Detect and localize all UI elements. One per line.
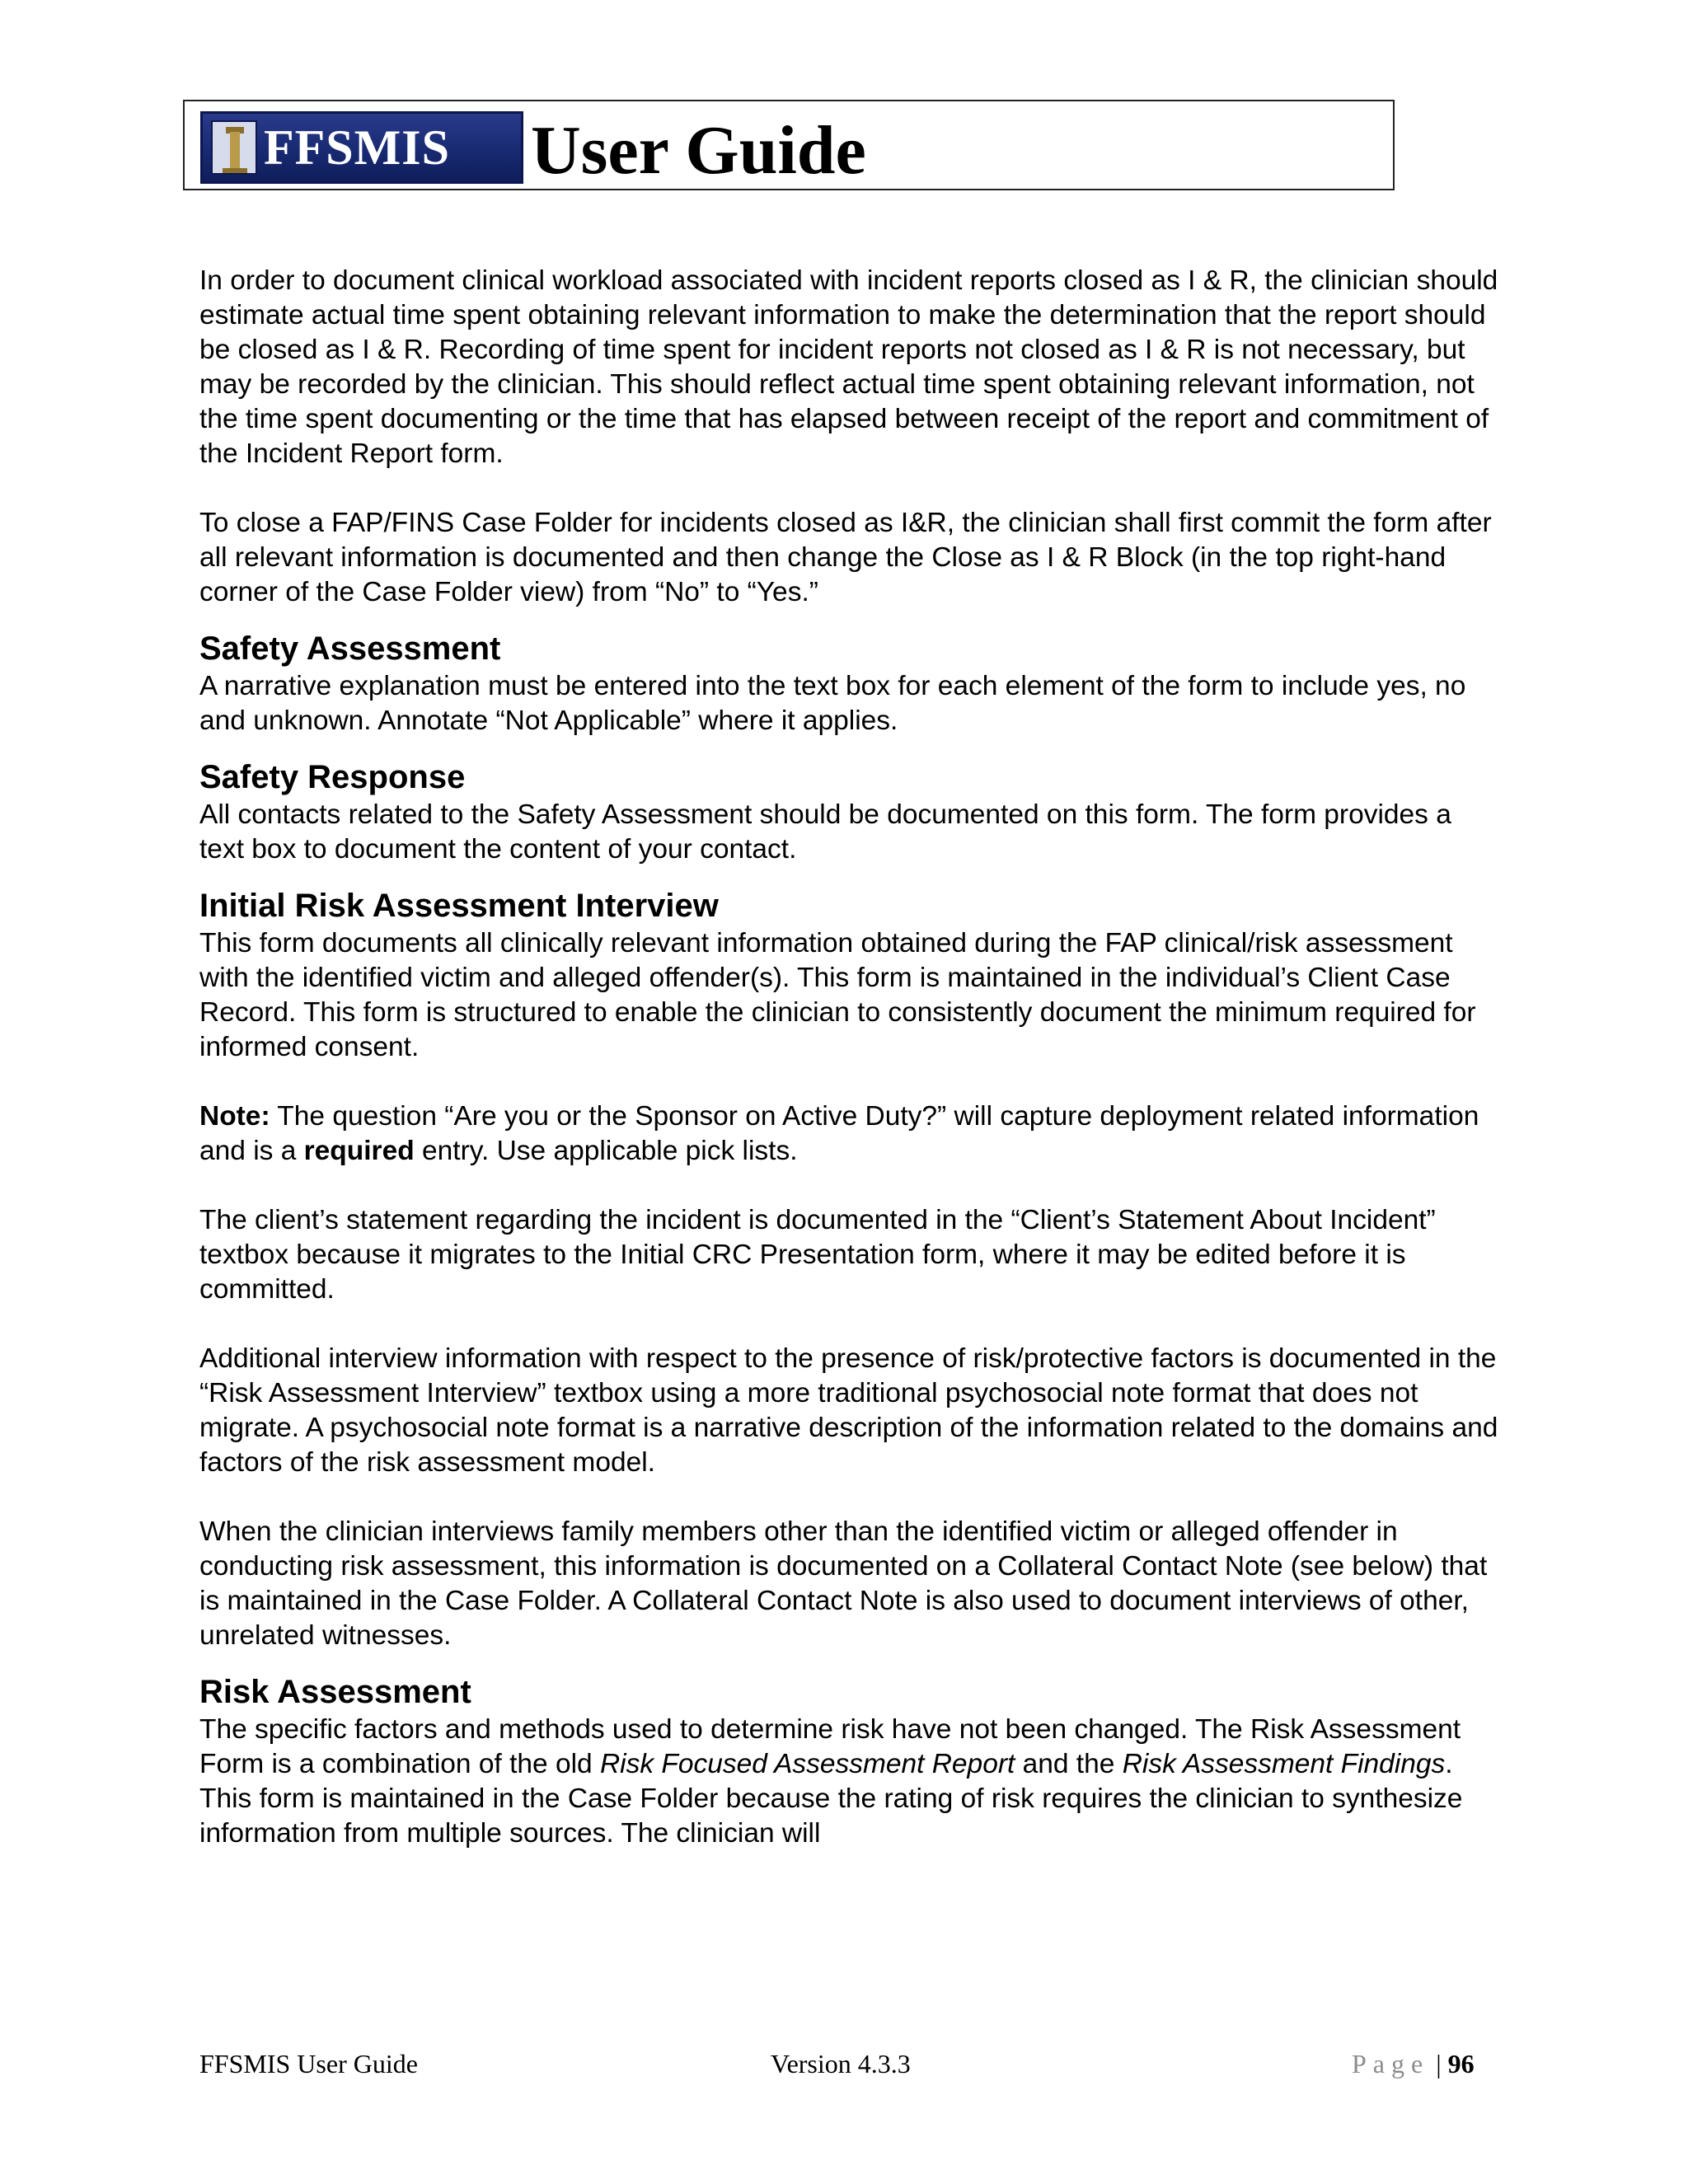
paragraph-close-case-folder: To close a FAP/FINS Case Folder for incidents closed as I&R, the clinician shall first commit the form after all relevant information is documented and then change the Close as I & R Block (in the top right-hand corner of the Case Folder view) from “No” to “Yes.” — [199, 508, 1492, 607]
heading-safety-assessment: Safety Assessment — [199, 630, 501, 667]
page-footer — [0, 2047, 1688, 2088]
paragraph-client-statement: The client’s statement regarding the incident is documented in the “Client’s Statement About Incident” textbox because it migrates to the Initial CRC Presentation form, where it may be edited before it is committed. — [199, 1205, 1436, 1305]
column-emblem-icon — [211, 120, 257, 175]
heading-safety-response: Safety Response — [199, 759, 466, 795]
risk-italic-report: Risk Focused Assessment Report — [599, 1749, 1015, 1779]
risk-italic-findings: Risk Assessment Findings — [1122, 1749, 1446, 1779]
ffsmis-logo — [200, 111, 523, 184]
paragraph-workload: In order to document clinical workload associated with incident reports closed as I & R, the clinician should estimate actual time spent obtaining relevant information to make the determination that the report should be closed as I & R. Recording of time spent for incident reports not closed as I & R is not necessary, but may be recorded by the clinician. This should reflect actual time spent obtaining relevant information, not the time spent documenting or the time that has elapsed between receipt of the report and commitment of the Incident Report form. — [199, 265, 1498, 469]
paragraph-safety-assessment: A narrative explanation must be entered into the text box for each element of the form to include yes, no and unknown. Annotate “Not Applicable” where it applies. — [199, 671, 1466, 736]
paragraph-additional-interview: Additional interview information with respect to the presence of risk/protective factors is documented in the “Risk Assessment Interview” textbox using a more traditional psychosocial note format that does not migrate. A psychosocial note format is a narrative description of the information related to the domains and factors of the risk assessment model. — [199, 1343, 1498, 1478]
paragraph-safety-response: All contacts related to the Safety Assessment should be documented on this form. The form provides a text box to document the content of your contact. — [199, 799, 1451, 865]
footer-separator: | — [1429, 2049, 1448, 2079]
paragraph-note — [199, 1099, 1502, 1169]
risk-text-b: and the — [1015, 1749, 1123, 1779]
note-text-a: The question “Are you or the Sponsor on Active Duty?” will capture deployment related information and is a — [199, 1101, 1479, 1166]
heading-risk-assessment: Risk Assessment — [199, 1674, 471, 1710]
paragraph-initial-risk-interview: This form documents all clinically relevant information obtained during the FAP clinical/risk assessment with the identified victim and alleged offender(s). This form is maintained in the individual’s Client Case Record. This form is structured to enable the clinician to consistently document the minimum required for informed consent. — [199, 928, 1476, 1062]
risk-text-c: . This form is maintained in the Case Folder because the rating of risk requires the clinician to synthesize information from multiple sources. The clinician will — [199, 1749, 1463, 1849]
header-box — [183, 100, 1395, 190]
note-text-b: entry. Use applicable pick lists. — [414, 1136, 798, 1166]
risk-text-a: The specific factors and methods used to determine risk have not been changed. The Risk Assessment Form is a combination of the old — [199, 1714, 1461, 1779]
footer-page-label: Page — [1352, 2049, 1430, 2079]
note-required: required — [303, 1136, 415, 1166]
logo-text: FFSMIS — [264, 120, 451, 175]
note-label: Note: — [199, 1101, 270, 1132]
footer-doc-title: FFSMIS User Guide — [199, 2049, 418, 2079]
footer-page-number: 96 — [1447, 2049, 1475, 2079]
header-title: User Guide — [531, 112, 866, 189]
footer-version: Version 4.3.3 — [771, 2049, 911, 2079]
paragraph-risk-assessment — [199, 1713, 1502, 1851]
paragraph-collateral-contact: When the clinician interviews family members other than the identified victim or alleged offender in conducting risk assessment, this information is documented on a Collateral Contact Note (see below) that is maintained in the Case Folder. A Collateral Contact Note is also used to document interviews of other, unrelated witnesses. — [199, 1516, 1488, 1651]
footer-page-indicator — [1352, 2047, 1475, 2080]
heading-initial-risk-interview: Initial Risk Assessment Interview — [199, 888, 719, 924]
document-body — [199, 264, 1502, 1851]
